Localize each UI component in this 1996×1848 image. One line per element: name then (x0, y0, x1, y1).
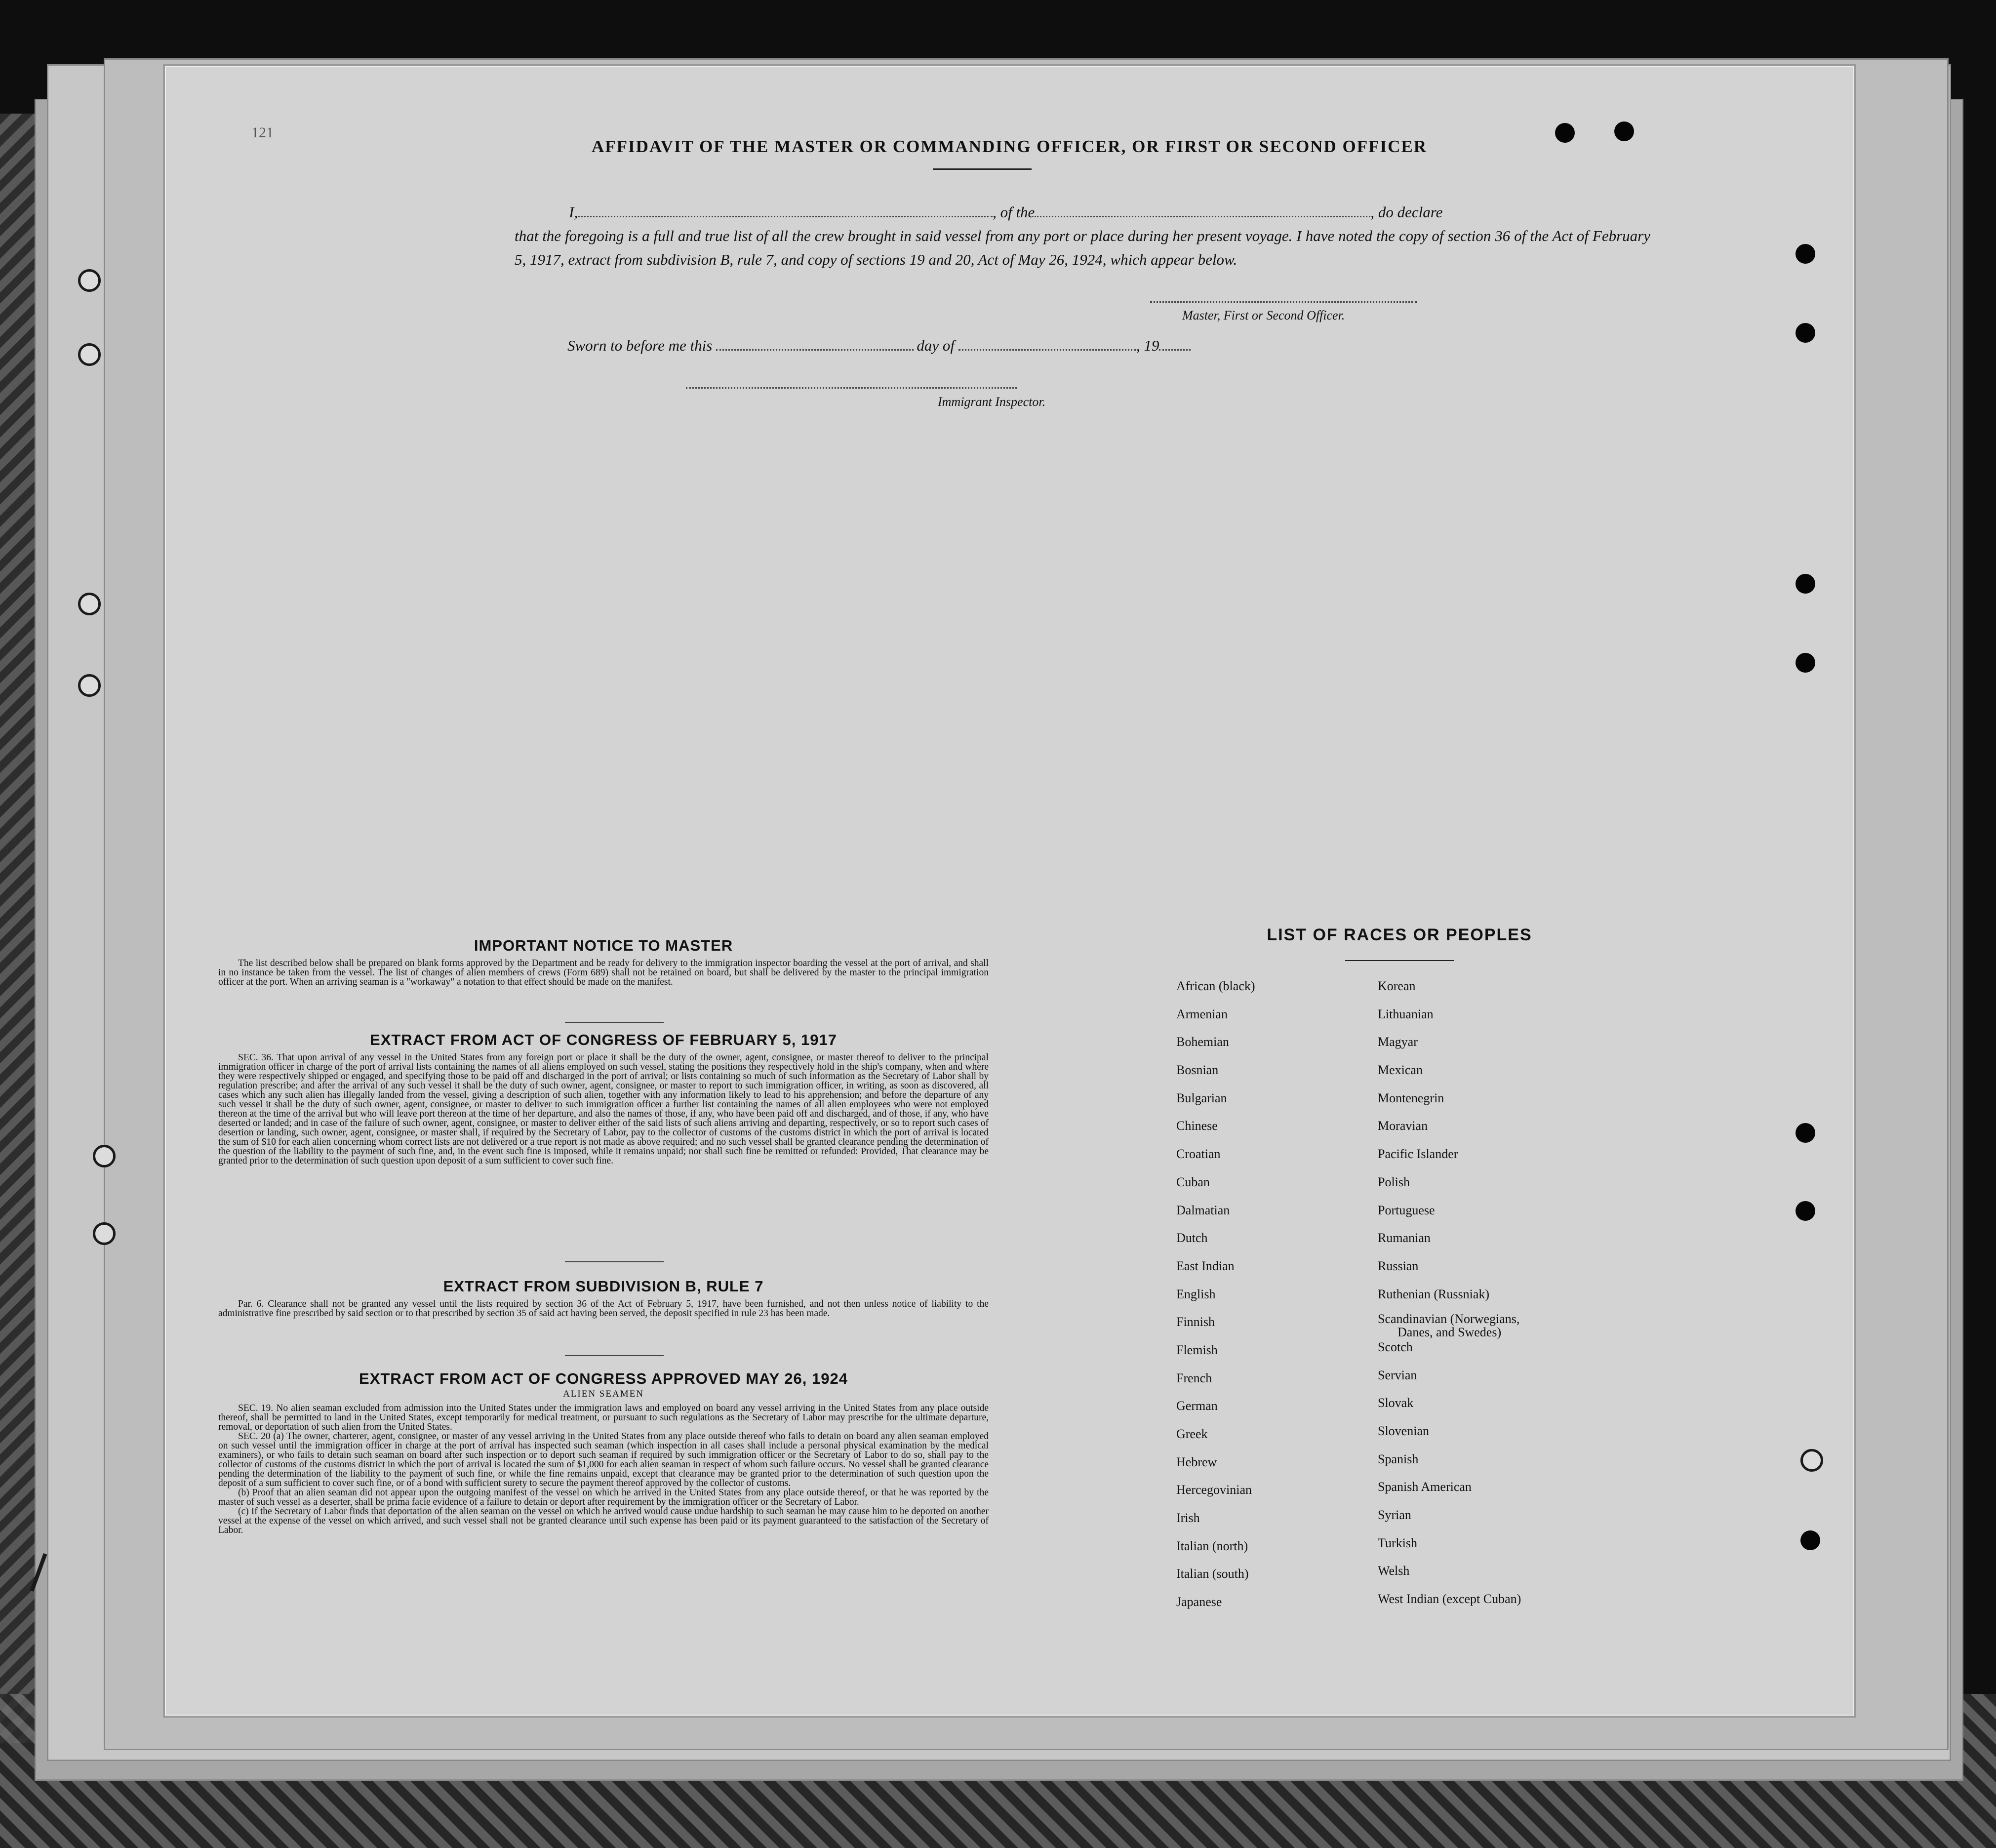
race-item-label: Magyar (1378, 1035, 1418, 1049)
punch-hole (1796, 323, 1815, 343)
race-item-label: Bohemian (1176, 1035, 1229, 1049)
declaration-body: that the foregoing is a full and true list of all the crew brought in said vessel from any port or place during her present voyage. I have noted the copy of section 36 of the Act of February 5, 1917, extract from subdivision B, rule 7, and copy of sections 19 and 20, Act of May 26, 1924, which appear below. (515, 227, 1650, 268)
punch-hole (1796, 653, 1815, 673)
sworn-label: Sworn to before me this (567, 337, 713, 354)
races-left-column (1176, 979, 1255, 1623)
race-item-label: Irish (1176, 1511, 1200, 1526)
race-item (1378, 1175, 1521, 1203)
race-item (1378, 1035, 1521, 1063)
extract-rule-7-text: Par. 6. Clearance shall not be granted any vessel until the lists required by section 36 of the Act of February 5, 1917, have been furnished, and not then unless notice of liability to the administrative fine prescribed by said section or to that prescribed by section 35 of said act having been served, the deposit specified in rule 23 has been made. (218, 1299, 989, 1319)
race-item-label: Russian (1378, 1258, 1419, 1273)
race-item (1378, 1452, 1521, 1480)
race-item-label: Slovenian (1378, 1424, 1429, 1438)
race-item (1176, 1427, 1255, 1455)
race-item (1378, 1287, 1521, 1315)
extract-1924-sec-20a: SEC. 20 (a) The owner, charterer, agent, consignee, or master of any vessel arriving in the United States from any place outside thereof who fails to detain on board any alien seaman employed on such vessel until the immigration officer in charge at the port of arrival has inspected such seaman (which inspection in all cases shall include a personal physical examination by the medical examiners), or who fails to detain such seaman on board after such inspection or to deport such seaman if required by such immigration officer or the Secretary of Labor to do so, shall pay to the collector of customs of the customs district in which the port of arrival is located the sum of $1,000 for each alien seaman in respect of whom such failure occurs. No vessel shall be granted clearance pending the determination of the liability to the payment of such fine, or while the fine remains unpaid, except that clearance may be granted prior to the determination of such question upon the deposit of a sum sufficient to cover such fine, or of a bond with sufficient surety to secure the payment thereof approved by the collector of customs. (218, 1431, 989, 1488)
extract-1917-heading: EXTRACT FROM ACT OF CONGRESS OF FEBRUARY 5, 1917 (370, 1031, 837, 1048)
races-title-rule (1345, 960, 1454, 961)
race-item-label-continued: Danes, and Swedes) (1397, 1325, 1502, 1340)
race-item-label: Flemish (1176, 1342, 1218, 1357)
declaration-i: I, (569, 203, 578, 221)
affidavit-title: AFFIDAVIT OF THE MASTER OR COMMANDING OFFICER, OR FIRST OR SECOND OFFICER (592, 137, 1427, 156)
race-item-label: Croatian (1176, 1147, 1221, 1162)
race-item (1378, 1508, 1521, 1536)
sworn-line (567, 337, 1191, 355)
race-item (1176, 1371, 1255, 1399)
race-item (1378, 1203, 1521, 1231)
section-divider (565, 1355, 664, 1356)
race-item-label: Polish (1378, 1174, 1410, 1189)
race-item (1378, 1592, 1521, 1620)
important-notice (218, 937, 989, 987)
race-item (1176, 1539, 1255, 1567)
race-item-label: Dutch (1176, 1231, 1208, 1245)
race-item-label: Hebrew (1176, 1454, 1217, 1469)
race-item (1176, 1455, 1255, 1483)
extract-1917-text: SEC. 36. That upon arrival of any vessel in the United States from any foreign port or place it shall be the duty of the owner, agent, consignee, or master thereof to deliver to the principal immigration officer in charge of the port of arrival lists containing the names of all aliens employed on such vessel, stating the positions they respectively hold in the ship's company, when and where they were respectively shipped or engaged, and specifying those to be paid off and discharged in the port of arrival; or lists containing so much of such information as the Secretary of Labor shall by regulation prescribe; and after the arrival of any such vessel it shall be the duty of such owner, agent, consignee, or master to report to such immigration officer, in writing, as soon as discovered, all cases which any such alien has illegally landed from the vessel, giving a description of such alien, together with any information likely to lead to his apprehension; and before the departure of any such vessel it shall be the duty of such owner, agent, consignee, or master to deliver to such immigration officer a further list containing the names of all alien employees who were not employed thereon at the time of the arrival but who will leave port thereon at the time of her departure, and also the names of those, if any, who have been paid off and discharged, and of those, if any, who have deserted or landed; and in case of the failure of such owner, agent, consignee, or master to deliver either of the said lists of such aliens arriving and departing, respectively, or so to report such cases of desertion or landing, such owner, agent, consignee, or master shall, if required by the Secretary of Labor, pay to the collector of customs of the customs district in which the port of arrival is located the sum of $10 for each alien concerning whom correct lists are not delivered or a true report is not made as above required; and no such vessel shall be granted clearance pending the determination of the question of the liability to the payment of such fine, and, in the event such fine is imposed, while it remains unpaid; nor shall such fine be remitted or refunded: Provided, That clearance may be granted prior to the determination of such question upon deposit of a sum sufficient to cover such fine. (218, 1052, 989, 1166)
race-item-label: Armenian (1176, 1006, 1228, 1021)
race-item-label: Syrian (1378, 1508, 1411, 1523)
important-notice-text: The list described below shall be prepared on blank forms approved by the Department and be ready for delivery to the immigration inspector boarding the vessel at the port of arrival, and shall in no instance be taken from the vessel. The list of changes of alien members of crews (Form 689) shall not be retained on board, but shall be delivered by the master to the principal immigration officer at the port. When an arriving seaman is a "workaway" a notation to that effect should be made on the manifest. (218, 958, 989, 987)
race-item (1378, 1480, 1521, 1508)
sworn-year-prefix: , 19 (1136, 337, 1159, 354)
race-item-label: German (1176, 1399, 1218, 1413)
race-item-label: Servian (1378, 1367, 1417, 1382)
sworn-day-field[interactable] (716, 337, 914, 351)
race-item-label: French (1176, 1370, 1212, 1385)
race-item (1176, 1063, 1255, 1091)
punch-hole (1796, 1123, 1815, 1143)
race-item (1176, 1231, 1255, 1259)
race-item-label: Hercegovinian (1176, 1483, 1252, 1497)
race-item-label: Japanese (1176, 1595, 1222, 1609)
race-item-label: English (1176, 1286, 1216, 1301)
race-item-label: Greek (1176, 1427, 1208, 1441)
inspector-signature-line[interactable] (686, 387, 1017, 389)
punch-hole (1800, 1449, 1823, 1472)
race-item (1378, 1340, 1521, 1368)
race-item (1176, 1259, 1255, 1287)
race-item (1176, 1399, 1255, 1427)
declaration-do-declare: , do declare (1370, 203, 1443, 221)
inspector-caption: Immigrant Inspector. (938, 395, 1046, 409)
binder-hole (78, 674, 101, 697)
race-item (1176, 1595, 1255, 1623)
binder-hole (93, 1222, 116, 1245)
race-item-label: Spanish (1378, 1451, 1419, 1466)
affidavit-form-page (163, 64, 1856, 1718)
race-item-label: Korean (1378, 979, 1416, 993)
race-item (1378, 1231, 1521, 1259)
punch-hole (1796, 1201, 1815, 1221)
race-item (1176, 1203, 1255, 1231)
race-item (1176, 1315, 1255, 1343)
race-item (1176, 1147, 1255, 1175)
extract-1924-sec-19: SEC. 19. No alien seaman excluded from admission into the United States under the immigration laws and employed on board any vessel arriving in the United States from any place outside thereof, shall be permitted to land in the United States, except temporarily for medical treatment, or pursuant to such regulations as the Secretary of Labor may prescribe for the ultimate departure, removal, or deportation of such alien from the United States. (218, 1403, 989, 1432)
race-item-label: Welsh (1378, 1564, 1410, 1578)
race-item-label: Scotch (1378, 1339, 1413, 1354)
race-item (1378, 1007, 1521, 1035)
race-item (1176, 1343, 1255, 1371)
important-notice-heading: IMPORTANT NOTICE TO MASTER (474, 937, 733, 954)
race-item (1378, 1091, 1521, 1119)
race-item (1378, 1564, 1521, 1592)
name-field[interactable] (578, 204, 993, 217)
race-item-label: West Indian (except Cuban) (1378, 1592, 1521, 1607)
race-item (1378, 1147, 1521, 1175)
race-item (1378, 1259, 1521, 1287)
race-item (1378, 1063, 1521, 1091)
punch-hole (1796, 574, 1815, 594)
race-item (1176, 1567, 1255, 1595)
race-item-label: Italian (north) (1176, 1538, 1248, 1553)
race-item-label: East Indian (1176, 1258, 1235, 1273)
extract-1924-sec-20b: (b) Proof that an alien seaman did not appear upon the outgoing manifest of the vessel on which he arrived in the United States from any place outside thereof, or that he was reported by the master of such vessel as a deserter, shall be prima facie evidence of a failure to detain or deport after requirement by the immigration officer or the Secretary of Labor. (218, 1487, 989, 1507)
extract-1924 (218, 1370, 989, 1535)
race-item-label: Rumanian (1378, 1231, 1431, 1245)
title-rule (933, 168, 1032, 170)
race-item-label: Mexican (1378, 1063, 1423, 1078)
binder-hole (78, 343, 101, 366)
race-item (1176, 1091, 1255, 1119)
race-item-label: Chinese (1176, 1119, 1218, 1133)
race-item (1176, 1007, 1255, 1035)
race-item-label: Bulgarian (1176, 1090, 1227, 1105)
race-item (1176, 1483, 1255, 1511)
race-item (1378, 1312, 1521, 1340)
races-list-title: LIST OF RACES OR PEOPLES (1267, 925, 1532, 944)
race-item-label: Spanish American (1378, 1480, 1472, 1494)
race-item (1378, 1536, 1521, 1564)
race-item-label: Bosnian (1176, 1063, 1219, 1078)
race-item-label: Moravian (1378, 1119, 1428, 1133)
extract-1917 (218, 1031, 989, 1165)
sworn-year-field[interactable] (1159, 337, 1191, 351)
vessel-field[interactable] (1035, 204, 1370, 217)
race-item-label: Scandinavian (Norwegians, (1378, 1312, 1520, 1326)
race-item-label: Portuguese (1378, 1203, 1435, 1217)
binder-hole (93, 1145, 116, 1167)
master-signature-caption: Master, First or Second Officer. (1182, 308, 1345, 322)
race-item (1378, 979, 1521, 1007)
race-item (1176, 1119, 1255, 1147)
race-item-label: Montenegrin (1378, 1090, 1444, 1105)
sworn-day-of: day of (917, 337, 955, 354)
race-item-label: African (black) (1176, 979, 1255, 993)
race-item-label: Italian (south) (1176, 1567, 1249, 1581)
corner-stamp: 121 (251, 124, 274, 141)
race-item (1176, 979, 1255, 1007)
sworn-month-field[interactable] (958, 337, 1136, 351)
race-item-label: Finnish (1176, 1315, 1215, 1329)
punch-hole (1796, 244, 1815, 264)
section-divider (565, 1261, 664, 1262)
affidavit-declaration (515, 201, 1650, 272)
binder-hole (78, 269, 101, 292)
race-item-label: Dalmatian (1176, 1203, 1230, 1217)
race-item-label: Slovak (1378, 1396, 1414, 1410)
declaration-of-the: , of the (993, 203, 1035, 221)
race-item (1176, 1511, 1255, 1539)
extract-1924-sec-20c: (c) If the Secretary of Labor finds that deportation of the alien seaman on the vessel on which he arrived would cause undue hardship to such seaman he may cause him to be deported on another vessel at the expense of the vessel on which arrived, and such vessel shall not be granted clearance until such expense has been paid or its payment guaranteed to the satisfaction of the Secretary of Labor. (218, 1506, 989, 1535)
race-item (1378, 1424, 1521, 1452)
race-item-label: Lithuanian (1378, 1006, 1434, 1021)
race-item (1176, 1287, 1255, 1315)
race-item-label: Pacific Islander (1378, 1147, 1458, 1162)
master-signature-line[interactable] (1150, 301, 1417, 303)
binder-hole (78, 593, 101, 615)
race-item-label: Ruthenian (Russniak) (1378, 1286, 1490, 1301)
extract-1924-heading: EXTRACT FROM ACT OF CONGRESS APPROVED MAY 26, 1924 (359, 1370, 848, 1387)
extract-1924-subheading: ALIEN SEAMEN (563, 1389, 644, 1399)
extract-rule-7 (218, 1278, 989, 1318)
race-item (1378, 1368, 1521, 1396)
race-item-label: Turkish (1378, 1535, 1417, 1550)
race-item (1378, 1119, 1521, 1147)
race-item (1176, 1175, 1255, 1203)
section-divider (565, 1022, 664, 1023)
races-right-column (1378, 979, 1521, 1620)
race-item (1176, 1035, 1255, 1063)
race-item (1378, 1396, 1521, 1424)
extract-rule-7-heading: EXTRACT FROM SUBDIVISION B, RULE 7 (443, 1278, 764, 1295)
punch-hole (1800, 1530, 1820, 1550)
race-item-label: Cuban (1176, 1174, 1210, 1189)
